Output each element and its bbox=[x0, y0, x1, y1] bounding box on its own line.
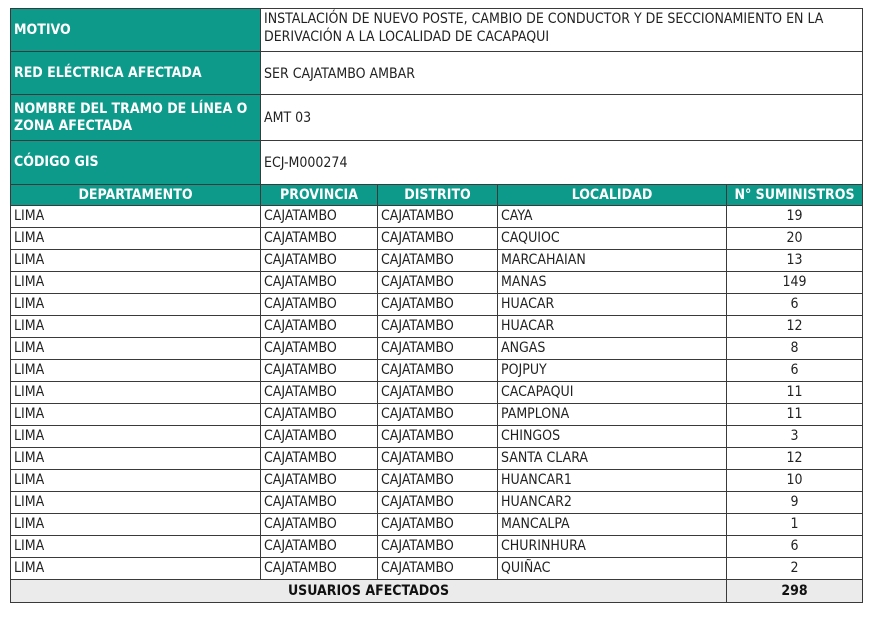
cell-provincia: CAJATAMBO bbox=[261, 360, 378, 382]
cell-suministros: 13 bbox=[727, 250, 863, 272]
col-header-localidad: LOCALIDAD bbox=[498, 185, 727, 206]
cell-distrito: CAJATAMBO bbox=[378, 250, 498, 272]
cell-localidad: QUIÑAC bbox=[498, 558, 727, 580]
cell-suministros: 19 bbox=[727, 206, 863, 228]
cell-provincia: CAJATAMBO bbox=[261, 294, 378, 316]
cell-provincia: CAJATAMBO bbox=[261, 250, 378, 272]
cell-provincia: CAJATAMBO bbox=[261, 514, 378, 536]
cell-provincia: CAJATAMBO bbox=[261, 426, 378, 448]
cell-provincia: CAJATAMBO bbox=[261, 404, 378, 426]
gis-value: ECJ-M000274 bbox=[261, 141, 863, 185]
cell-distrito: CAJATAMBO bbox=[378, 470, 498, 492]
cell-localidad: HUACAR bbox=[498, 294, 727, 316]
cell-suministros: 3 bbox=[727, 426, 863, 448]
motivo-row bbox=[11, 9, 863, 52]
cell-provincia: CAJATAMBO bbox=[261, 448, 378, 470]
cell-suministros: 8 bbox=[727, 338, 863, 360]
table-row bbox=[11, 382, 863, 404]
table-row bbox=[11, 294, 863, 316]
col-header-provincia: PROVINCIA bbox=[261, 185, 378, 206]
cell-suministros: 11 bbox=[727, 382, 863, 404]
cell-suministros: 11 bbox=[727, 404, 863, 426]
table-row bbox=[11, 492, 863, 514]
table-row bbox=[11, 360, 863, 382]
total-row bbox=[11, 580, 863, 603]
cell-distrito: CAJATAMBO bbox=[378, 492, 498, 514]
table-row bbox=[11, 228, 863, 250]
cell-localidad: SANTA CLARA bbox=[498, 448, 727, 470]
cell-departamento: LIMA bbox=[11, 338, 261, 360]
cell-localidad: CAYA bbox=[498, 206, 727, 228]
cell-suministros: 6 bbox=[727, 360, 863, 382]
cell-provincia: CAJATAMBO bbox=[261, 536, 378, 558]
cell-departamento: LIMA bbox=[11, 536, 261, 558]
col-header-suministros: N° SUMINISTROS bbox=[727, 185, 863, 206]
tramo-row bbox=[11, 95, 863, 141]
cell-provincia: CAJATAMBO bbox=[261, 470, 378, 492]
cell-provincia: CAJATAMBO bbox=[261, 558, 378, 580]
table-row bbox=[11, 426, 863, 448]
cell-departamento: LIMA bbox=[11, 382, 261, 404]
red-row bbox=[11, 52, 863, 95]
motivo-value: INSTALACIÓN DE NUEVO POSTE, CAMBIO DE CONDUCTOR Y DE SECCIONAMIENTO EN LA DERIVACIÓN A LA LOCALIDAD DE CACAPAQUI bbox=[261, 9, 863, 52]
cell-suministros: 6 bbox=[727, 536, 863, 558]
cell-provincia: CAJATAMBO bbox=[261, 228, 378, 250]
cell-provincia: CAJATAMBO bbox=[261, 382, 378, 404]
cell-provincia: CAJATAMBO bbox=[261, 272, 378, 294]
cell-localidad: HUACAR bbox=[498, 316, 727, 338]
cell-localidad: MARCAHAIAN bbox=[498, 250, 727, 272]
cell-distrito: CAJATAMBO bbox=[378, 536, 498, 558]
table-row bbox=[11, 272, 863, 294]
cell-localidad: CHURINHURA bbox=[498, 536, 727, 558]
table-row bbox=[11, 558, 863, 580]
cell-localidad: HUANCAR2 bbox=[498, 492, 727, 514]
cell-suministros: 20 bbox=[727, 228, 863, 250]
table-row bbox=[11, 316, 863, 338]
cell-suministros: 2 bbox=[727, 558, 863, 580]
cell-distrito: CAJATAMBO bbox=[378, 206, 498, 228]
cell-distrito: CAJATAMBO bbox=[378, 360, 498, 382]
cell-localidad: CAQUIOC bbox=[498, 228, 727, 250]
cell-departamento: LIMA bbox=[11, 448, 261, 470]
cell-departamento: LIMA bbox=[11, 492, 261, 514]
cell-departamento: LIMA bbox=[11, 272, 261, 294]
table-row bbox=[11, 536, 863, 558]
cell-localidad: HUANCAR1 bbox=[498, 470, 727, 492]
cell-departamento: LIMA bbox=[11, 316, 261, 338]
table-row bbox=[11, 206, 863, 228]
cell-distrito: CAJATAMBO bbox=[378, 514, 498, 536]
cell-distrito: CAJATAMBO bbox=[378, 558, 498, 580]
cell-provincia: CAJATAMBO bbox=[261, 492, 378, 514]
table-row bbox=[11, 448, 863, 470]
cell-distrito: CAJATAMBO bbox=[378, 272, 498, 294]
cell-suministros: 1 bbox=[727, 514, 863, 536]
total-label: USUARIOS AFECTADOS bbox=[11, 580, 727, 603]
table-row bbox=[11, 404, 863, 426]
cell-distrito: CAJATAMBO bbox=[378, 382, 498, 404]
cell-localidad: CACAPAQUI bbox=[498, 382, 727, 404]
cell-suministros: 9 bbox=[727, 492, 863, 514]
cell-localidad: ANGAS bbox=[498, 338, 727, 360]
cell-departamento: LIMA bbox=[11, 514, 261, 536]
tramo-value: AMT 03 bbox=[261, 95, 863, 141]
cell-departamento: LIMA bbox=[11, 558, 261, 580]
affected-users-table bbox=[10, 8, 863, 603]
red-label: RED ELÉCTRICA AFECTADA bbox=[11, 52, 261, 95]
table-row bbox=[11, 250, 863, 272]
cell-departamento: LIMA bbox=[11, 426, 261, 448]
cell-suministros: 6 bbox=[727, 294, 863, 316]
cell-departamento: LIMA bbox=[11, 250, 261, 272]
table-row bbox=[11, 470, 863, 492]
cell-distrito: CAJATAMBO bbox=[378, 294, 498, 316]
cell-localidad: MANCALPA bbox=[498, 514, 727, 536]
cell-localidad: MANAS bbox=[498, 272, 727, 294]
col-header-departamento: DEPARTAMENTO bbox=[11, 185, 261, 206]
gis-label: CÓDIGO GIS bbox=[11, 141, 261, 185]
cell-distrito: CAJATAMBO bbox=[378, 448, 498, 470]
cell-distrito: CAJATAMBO bbox=[378, 316, 498, 338]
tramo-label: NOMBRE DEL TRAMO DE LÍNEA O ZONA AFECTADA bbox=[11, 95, 261, 141]
red-value: SER CAJATAMBO AMBAR bbox=[261, 52, 863, 95]
cell-distrito: CAJATAMBO bbox=[378, 426, 498, 448]
cell-suministros: 10 bbox=[727, 470, 863, 492]
cell-localidad: CHINGOS bbox=[498, 426, 727, 448]
col-header-distrito: DISTRITO bbox=[378, 185, 498, 206]
cell-distrito: CAJATAMBO bbox=[378, 338, 498, 360]
cell-departamento: LIMA bbox=[11, 228, 261, 250]
cell-suministros: 149 bbox=[727, 272, 863, 294]
gis-row bbox=[11, 141, 863, 185]
cell-suministros: 12 bbox=[727, 316, 863, 338]
cell-provincia: CAJATAMBO bbox=[261, 206, 378, 228]
cell-provincia: CAJATAMBO bbox=[261, 338, 378, 360]
total-value: 298 bbox=[727, 580, 863, 603]
cell-departamento: LIMA bbox=[11, 470, 261, 492]
table-row bbox=[11, 514, 863, 536]
cell-localidad: PAMPLONA bbox=[498, 404, 727, 426]
cell-distrito: CAJATAMBO bbox=[378, 228, 498, 250]
column-header-row bbox=[11, 185, 863, 206]
cell-suministros: 12 bbox=[727, 448, 863, 470]
cell-departamento: LIMA bbox=[11, 404, 261, 426]
cell-localidad: POJPUY bbox=[498, 360, 727, 382]
cell-distrito: CAJATAMBO bbox=[378, 404, 498, 426]
cell-departamento: LIMA bbox=[11, 360, 261, 382]
cell-departamento: LIMA bbox=[11, 206, 261, 228]
table-row bbox=[11, 338, 863, 360]
cell-departamento: LIMA bbox=[11, 294, 261, 316]
motivo-label: MOTIVO bbox=[11, 9, 261, 52]
cell-provincia: CAJATAMBO bbox=[261, 316, 378, 338]
